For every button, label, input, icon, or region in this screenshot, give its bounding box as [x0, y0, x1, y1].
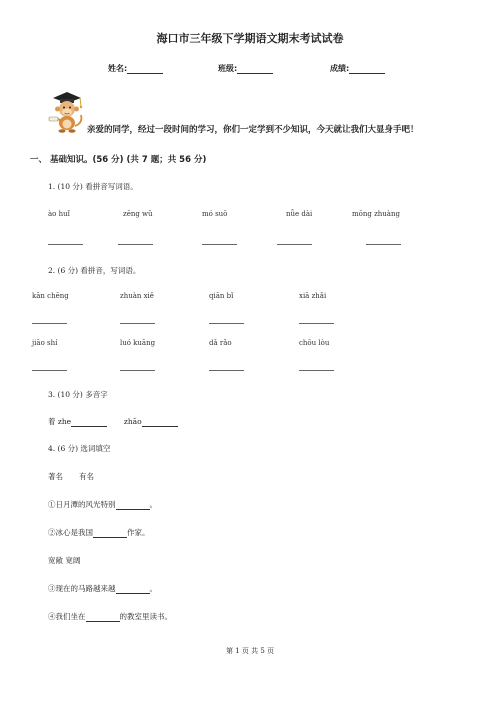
q1-pinyin-5: mōng zhuàng [352, 210, 400, 218]
q3-blank-2 [142, 418, 178, 427]
q2-pinyin-4: xiā zhǎi [299, 292, 327, 300]
q2-pinyin-6: luó kuāng [120, 339, 156, 347]
q1-answer-blank-5 [366, 244, 401, 245]
page-footer: 第 1 页 共 5 页 [225, 647, 275, 655]
score-blank [349, 65, 385, 74]
q2-pinyin-3: qiān bǐ [209, 292, 234, 300]
q3-item-2: zhāo [123, 417, 142, 426]
greeting-text: 亲爱的同学，经过一段时间的学习，你们一定学到不少知识，今天就让我们大显身手吧！ [87, 125, 419, 135]
q1-pinyin-4: nǚe dài [286, 210, 313, 218]
q4-s3-blank [116, 585, 150, 594]
q2-answer-blank-3 [209, 323, 244, 324]
q4-word-choices-2: 宽敞 宽阔 [48, 556, 81, 565]
q4-word-1: 著名 [48, 472, 63, 481]
q4-s2-end: 作家。 [127, 528, 150, 537]
q4-s4-end: 的教室里读书。 [119, 612, 172, 621]
name-blank [127, 65, 163, 74]
name-field [108, 63, 163, 74]
q1-pinyin-2: zēng wǔ [123, 210, 153, 218]
q4-word-2: 有名 [79, 472, 94, 481]
q3-blank-1 [71, 418, 107, 427]
q3-item-1: 着 zhe [48, 417, 72, 426]
q2-answer-blank-2 [120, 323, 155, 324]
q1-answer-blank-3 [202, 244, 237, 245]
question-4-label: 4. (6 分) 选词填空 [48, 444, 111, 453]
q2-answer-blank-1 [32, 323, 67, 324]
q4-s1-blank [116, 501, 150, 510]
q2-answer-blank-7 [209, 370, 244, 371]
q4-s3-end: 。 [149, 584, 157, 593]
q4-s4-text: ④我们坐在 [48, 612, 86, 621]
q1-pinyin-1: ào huǐ [48, 210, 70, 218]
q2-pinyin-1: kān chēng [32, 292, 69, 300]
q4-s4-blank [86, 613, 120, 622]
q4-s1-text: ①日月潭的风光特别 [48, 500, 116, 509]
q4-sentence-2 [48, 527, 150, 538]
q1-answer-blank-4 [277, 244, 312, 245]
q4-s3-text: ③现在的马路越来越 [48, 584, 116, 593]
mascot-scholar-icon [45, 89, 85, 135]
q2-pinyin-8: chōu lòu [299, 339, 330, 347]
q2-pinyin-2: zhuàn xiě [120, 292, 154, 300]
q4-s2-blank [93, 529, 127, 538]
question-1-label: 1. (10 分) 看拼音写词语。 [48, 182, 138, 191]
q4-word-choices-1 [48, 471, 94, 482]
q2-answer-blank-8 [299, 370, 334, 371]
section-heading: 一、 基础知识。(56 分) (共 7 题；共 56 分) [30, 155, 207, 165]
score-field [330, 63, 385, 74]
q4-sentence-1 [48, 499, 157, 510]
q1-pinyin-3: mó suō [202, 210, 228, 218]
q1-answer-blank-2 [118, 244, 153, 245]
class-field [218, 63, 273, 74]
q2-pinyin-7: dǎ rǎo [209, 339, 232, 347]
q2-answer-blank-5 [32, 370, 67, 371]
q2-answer-blank-4 [299, 323, 334, 324]
page-title: 海口市三年级下学期语文期末考试试卷 [156, 32, 344, 45]
q1-answer-blank-1 [48, 244, 83, 245]
q2-answer-blank-6 [120, 370, 155, 371]
q4-sentence-3 [48, 583, 157, 594]
class-label: 班级: [218, 64, 238, 73]
question-3-label: 3. (10 分) 多音字 [48, 390, 108, 399]
q2-pinyin-5: jiāo shí [32, 339, 58, 347]
q4-s2-text: ②冰心是我国 [48, 528, 93, 537]
score-label: 成绩: [330, 64, 350, 73]
q3-line [48, 416, 178, 427]
question-2-label: 2. (6 分) 看拼音，写词语。 [48, 266, 141, 275]
class-blank [237, 65, 273, 74]
name-label: 姓名: [108, 64, 128, 73]
q4-s1-end: 。 [149, 500, 157, 509]
q4-sentence-4 [48, 611, 172, 622]
